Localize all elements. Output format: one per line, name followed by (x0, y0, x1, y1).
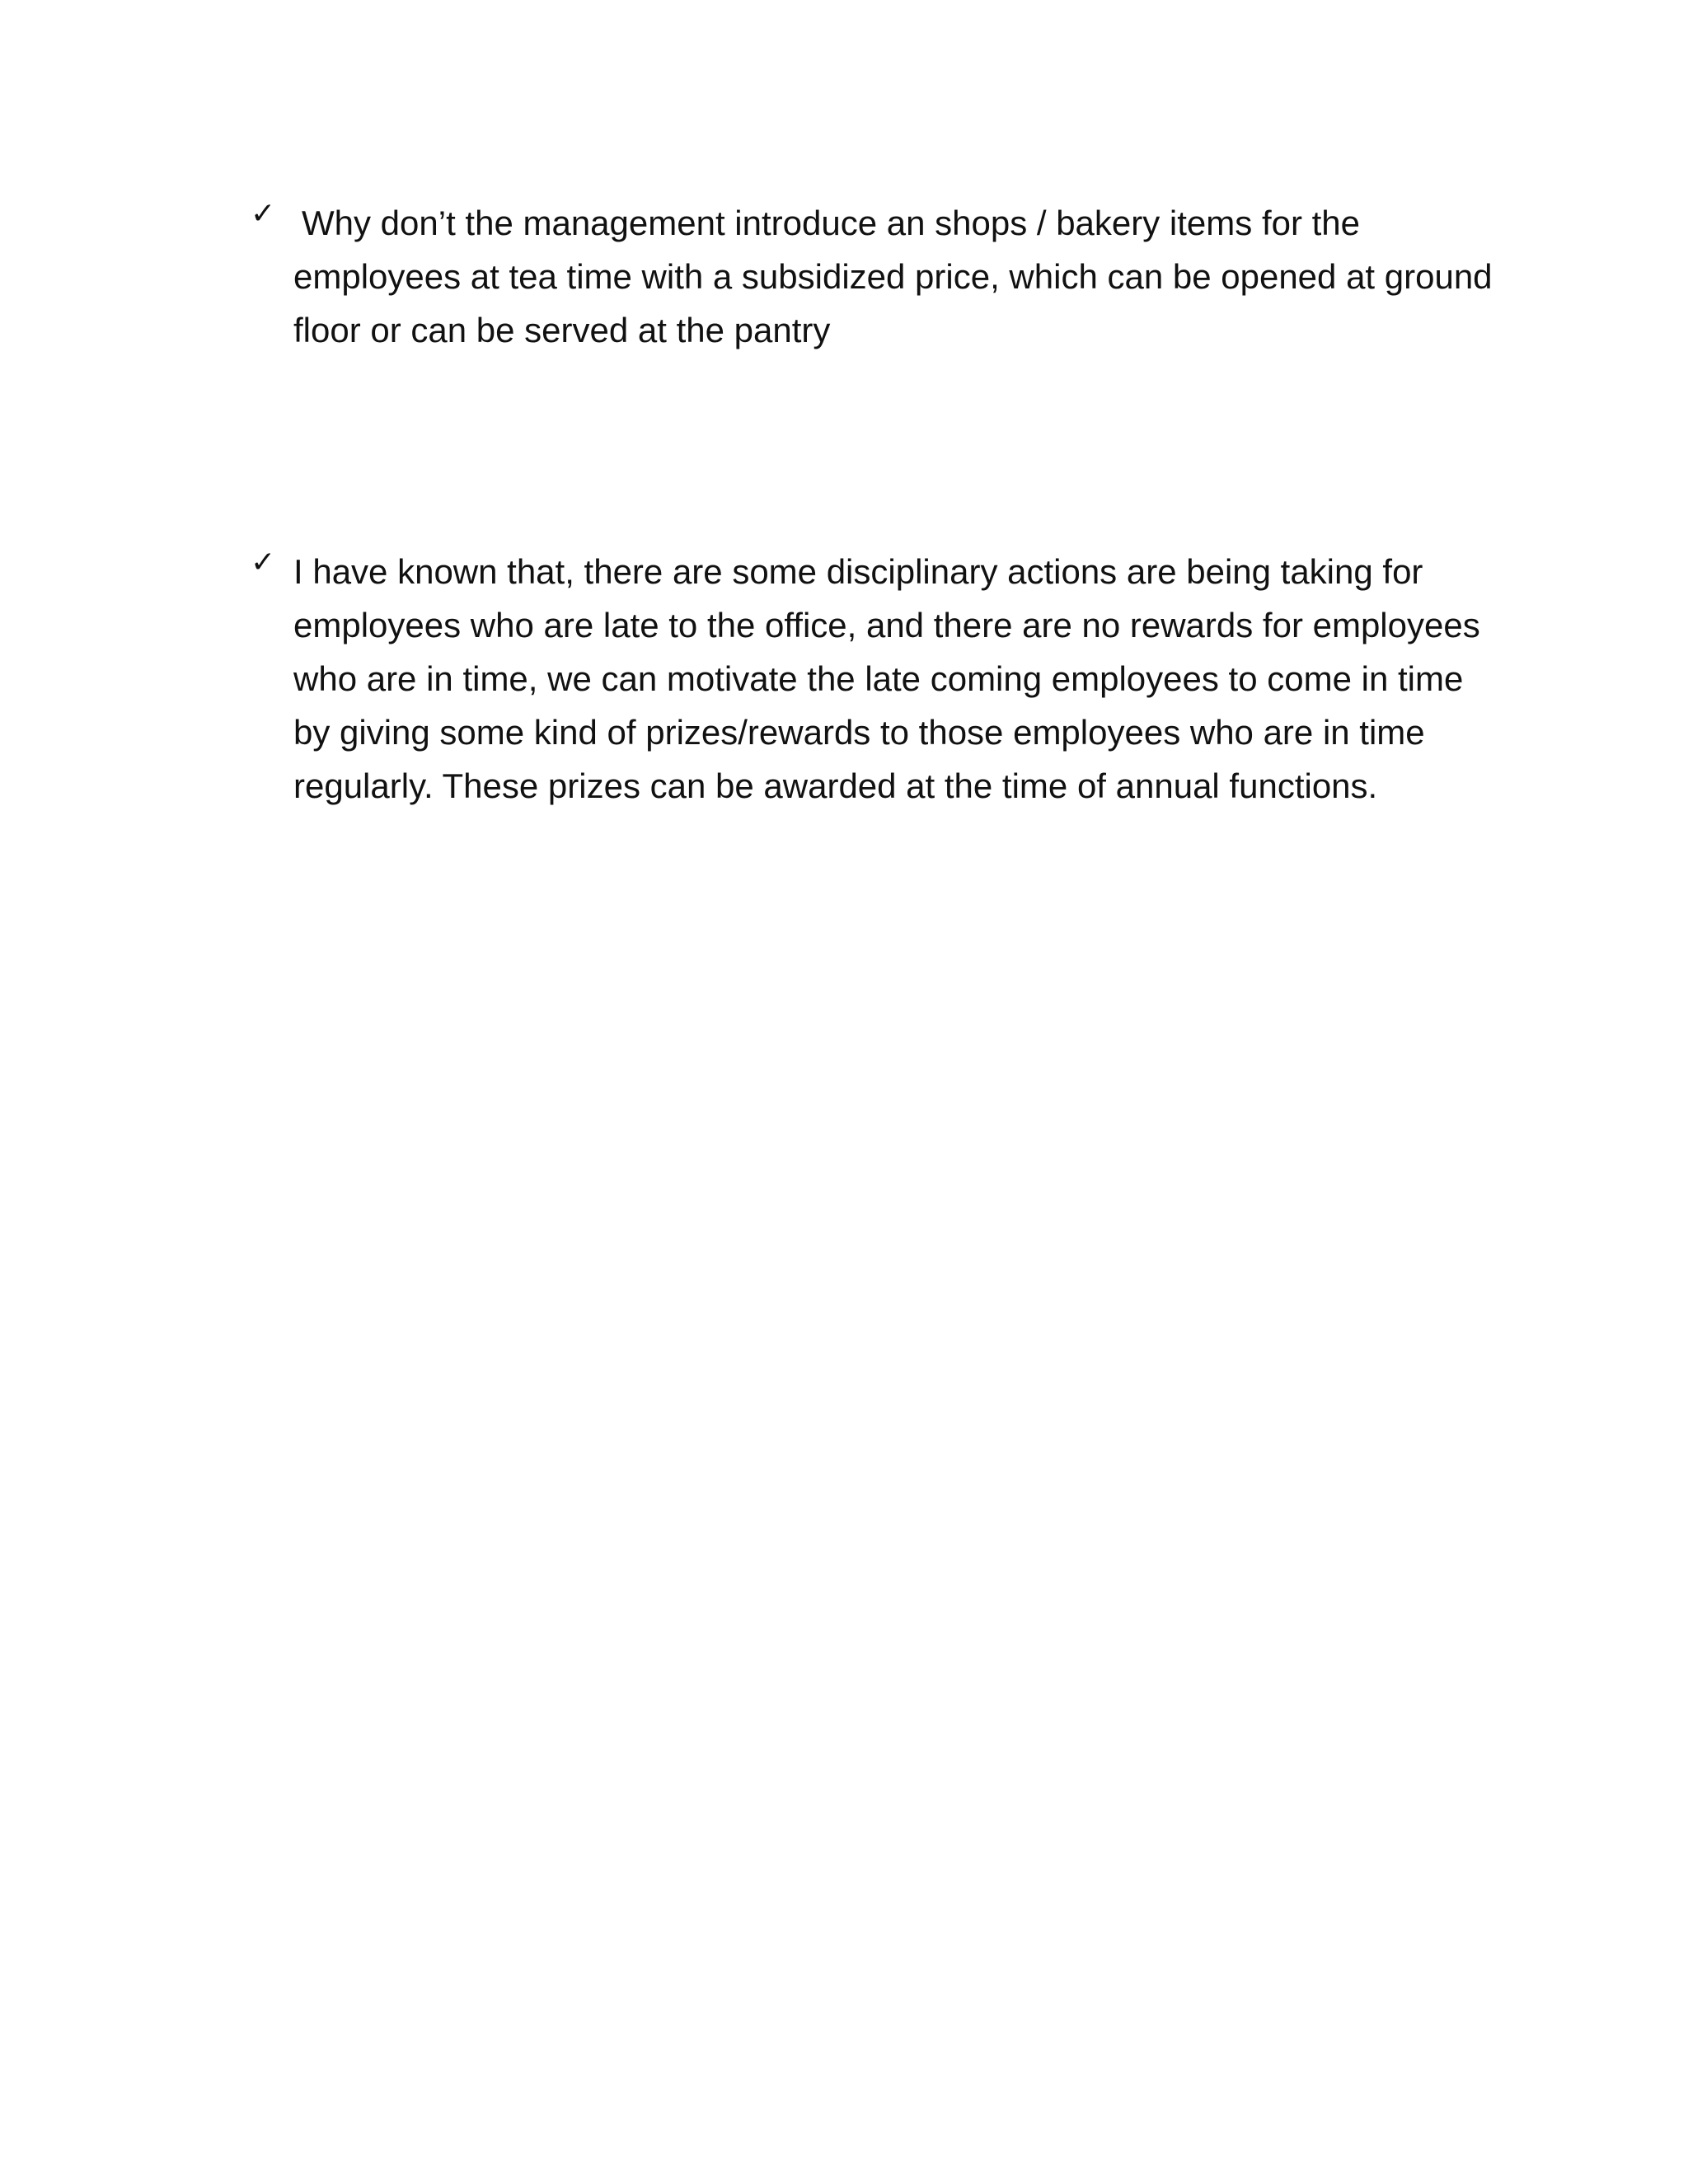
check-icon: ✓ (251, 197, 276, 231)
bullet-list (239, 196, 1508, 813)
bullet-item-2 (239, 545, 1508, 813)
bullet-item-1 (239, 196, 1508, 357)
bullet-text-2: I have known that, there are some disciplinary actions are being taking for employees who are late to the office, and there are no rewards for employees who are in time, we can motivate the late coming employees to come in time by giving some kind of prizes/rewards to those employees who are in time regularly. These prizes can be awarded at the time of annual functions. (293, 552, 1480, 805)
check-icon: ✓ (251, 546, 276, 579)
bullet-text-1: Why don’t the management introduce an shops / bakery items for the employees at tea time with a subsidized price, which can be opened at ground floor or can be served at the pantry (293, 204, 1493, 349)
